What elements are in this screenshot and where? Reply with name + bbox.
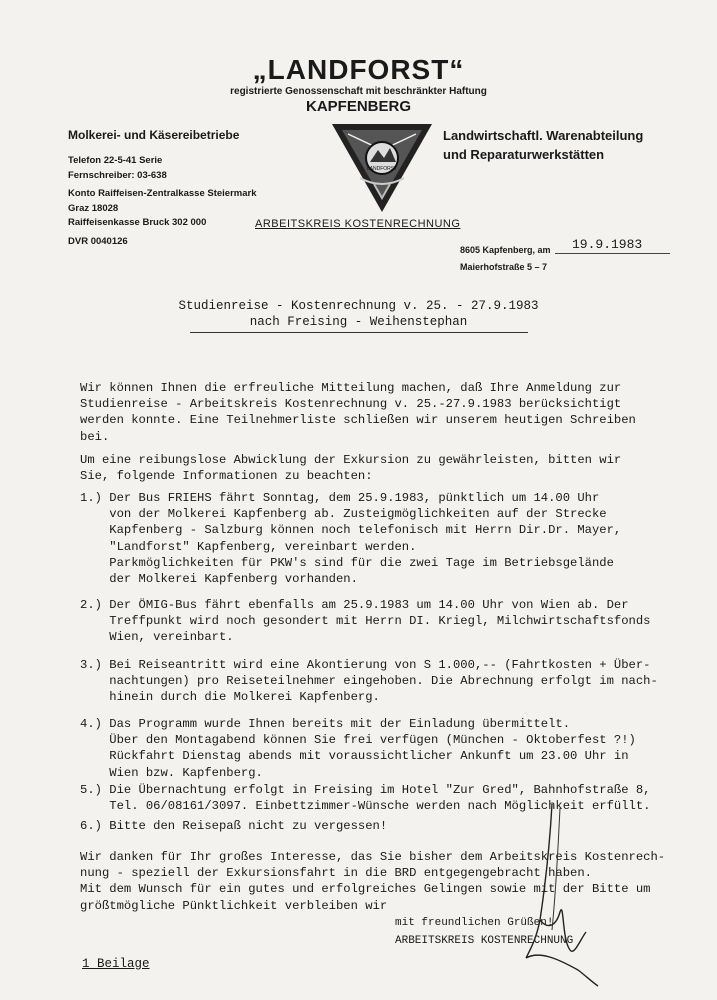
logo-text: LANDFORST — [366, 166, 398, 172]
list-item-2: 2.) Der ÖMIG-Bus fährt ebenfalls am 25.9.1983 um 14.00 Uhr von Wien ab. Der Treffpunkt wird noch gesondert mit Herrn DI. Kriegl, Milchwirtschaftsfonds Wien, vereinbart. — [80, 598, 651, 645]
right-department-line: Landwirtschaftl. Warenabteilung — [443, 128, 644, 143]
right-department-line: und Reparaturwerkstätten — [443, 147, 605, 162]
landforst-logo-icon — [330, 120, 434, 216]
contact-line: Raiffeisenkasse Bruck 302 000 — [68, 217, 207, 228]
street-address: Maierhofstraße 5 – 7 — [460, 262, 548, 272]
list-item-1: 1.) Der Bus FRIEHS fährt Sonntag, dem 25.9.1983, pünktlich um 14.00 Uhr von der Molkerei Kapfenberg ab. Zusteigmöglichkeiten auf der Strecke Kapfenberg - Salzburg können noch telefonisch mit Herrn Dir.Dr. Mayer, "Landforst" Kapfenberg, vereinbart werden. — [80, 491, 622, 554]
subject-line: Studienreise - Kostenrechnung v. 25. - 27.9.1983 — [178, 299, 539, 313]
organization-name: „LANDFORST“ — [252, 54, 465, 85]
left-department: Molkerei- und Käsereibetriebe — [68, 128, 240, 142]
paragraph-lead: Um eine reibungslose Abwicklung der Exkursion zu gewährleisten, bitten wir Sie, folgende Informationen zu beachten: — [80, 453, 622, 484]
contact-line: Konto Raiffeisen-Zentralkasse Steiermark — [68, 188, 257, 199]
workgroup-stamp: ARBEITSKREIS KOSTENRECHNUNG — [255, 218, 461, 230]
closing-greeting: mit freundlichen Grüßen! ARBEITSKREIS KOSTENRECHNUNG — [395, 917, 574, 947]
subject-line: nach Freising - Weihenstephan — [249, 315, 468, 329]
list-item-6: 6.) Bitte den Reisepaß nicht zu vergessen! — [80, 819, 388, 833]
enclosure-note: 1 Beilage — [82, 957, 150, 971]
contact-block — [68, 154, 256, 249]
contact-line: Graz 18028 — [68, 202, 119, 214]
paragraph-intro: Wir können Ihnen die erfreuliche Mitteilung machen, daß Ihre Anmeldung zur Studienreise - Arbeitskreis Kostenrechnung v. 25.-27.9.1983 berücksichtigt werden konnte. Eine Teilnehmerliste schließen wir unserem heutigen Schreiben bei. — [80, 381, 636, 444]
organization-city: KAPFENBERG — [305, 98, 411, 115]
right-department — [443, 126, 643, 164]
list-item-1-parking: Parkmöglichkeiten für PKW's sind für die zwei Tage im Betriebsgelände der Molkerei Kapfenberg vorhanden. — [109, 556, 614, 587]
contact-line: Telefon 22-5-41 Serie — [68, 155, 163, 166]
subject — [0, 298, 717, 330]
paragraph-thanks: Wir danken für Ihr großes Interesse, das Sie bisher dem Arbeitskreis Kostenrech- nung - speziell der Exkursionsfahrt in die BRD entgegengebracht haben. Mit dem Wunsch für ein gutes und erfolgreiches Gelingen sowie mit der Bitte um größtmögliche Pünktlichkeit verbleiben wir — [80, 850, 666, 913]
list-item-4: 4.) Das Programm wurde Ihnen bereits mit der Einladung übermittelt. Über den Montagabend können Sie frei verfügen (München - Oktoberfest ?!) Rückfahrt Dienstag abends mit voraussichtlicher Ankunft um 23.00 Uhr in Wien bzw. Kapfenberg. — [80, 717, 636, 780]
contact-line: Fernschreiber: 03-638 — [68, 169, 167, 181]
subject-underline — [190, 332, 528, 333]
contact-line: DVR 0040126 — [68, 235, 128, 247]
organization-subtitle: registrierte Genossenschaft mit beschränkter Haftung — [230, 86, 487, 97]
list-item-3: 3.) Bei Reiseantritt wird eine Akontierung von S 1.000,-- (Fahrtkosten + Über- nachtungen) pro Reiseteilnehmer eingehoben. Die Abrechnung erfolgt im nach- hinein durch die Molkerei Kapfenberg. — [80, 658, 658, 705]
letter-date: 19.9.1983 — [572, 237, 643, 252]
date-underline — [555, 253, 670, 254]
place-date-label: 8605 Kapfenberg, am — [460, 245, 551, 255]
signature-icon — [500, 800, 610, 990]
list-item-5: 5.) Die Übernachtung erfolgt in Freising im Hotel "Zur Gred", Bahnhofstraße 8, Tel. 06/08161/3097. Einbettzimmer-Wünsche werden nach Möglichkeit erfüllt. — [80, 783, 651, 814]
